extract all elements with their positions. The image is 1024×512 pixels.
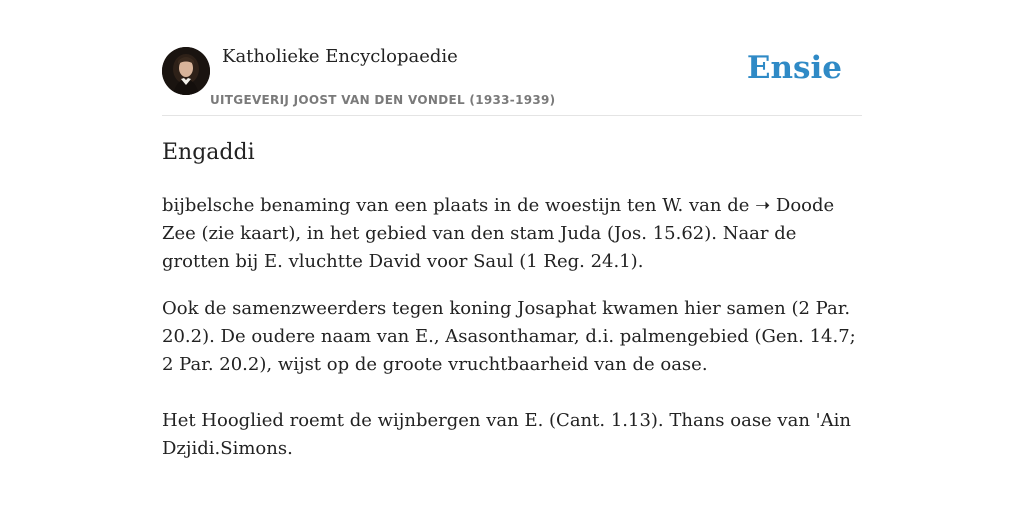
portrait-avatar-icon[interactable]	[162, 47, 210, 95]
header-divider	[162, 115, 862, 116]
publisher-subtitle: UITGEVERIJ JOOST VAN DEN VONDEL (1933-1939)	[210, 93, 556, 107]
article-paragraph-3: Het Hooglied roemt de wijnbergen van E. (Cant. 1.13). Thans oase van 'Ain Dzjidi.Simons.	[162, 410, 851, 459]
article-paragraph-2: Ook de samenzweerders tegen koning Josaphat kwamen hier samen (2 Par. 20.2). De oudere naam van E., Asasonthamar, d.i. palmengebied (Gen. 14.7; 2 Par. 20.2), wijst op de groote vruchtbaarheid van de oase.	[162, 298, 856, 375]
encyclopedia-title[interactable]: Katholieke Encyclopaedie	[222, 46, 458, 67]
article-paragraph-1	[162, 192, 862, 276]
article-title: Engaddi	[162, 140, 255, 165]
cross-reference-link-doode-zee[interactable]: ➝ Doode Zee	[162, 195, 835, 244]
article-body	[162, 192, 862, 463]
paragraph-1-text-end: (zie kaart), in het gebied van den stam Juda (Jos. 15.62). Naar de grotten bij E. vluchtte David voor Saul (1 Reg. 24.1).	[162, 223, 797, 272]
paragraph-1-text-start: bijbelsche benaming van een plaats in de woestijn ten W. van de	[162, 195, 756, 216]
brand-logo-link[interactable]: Ensie	[746, 50, 842, 86]
